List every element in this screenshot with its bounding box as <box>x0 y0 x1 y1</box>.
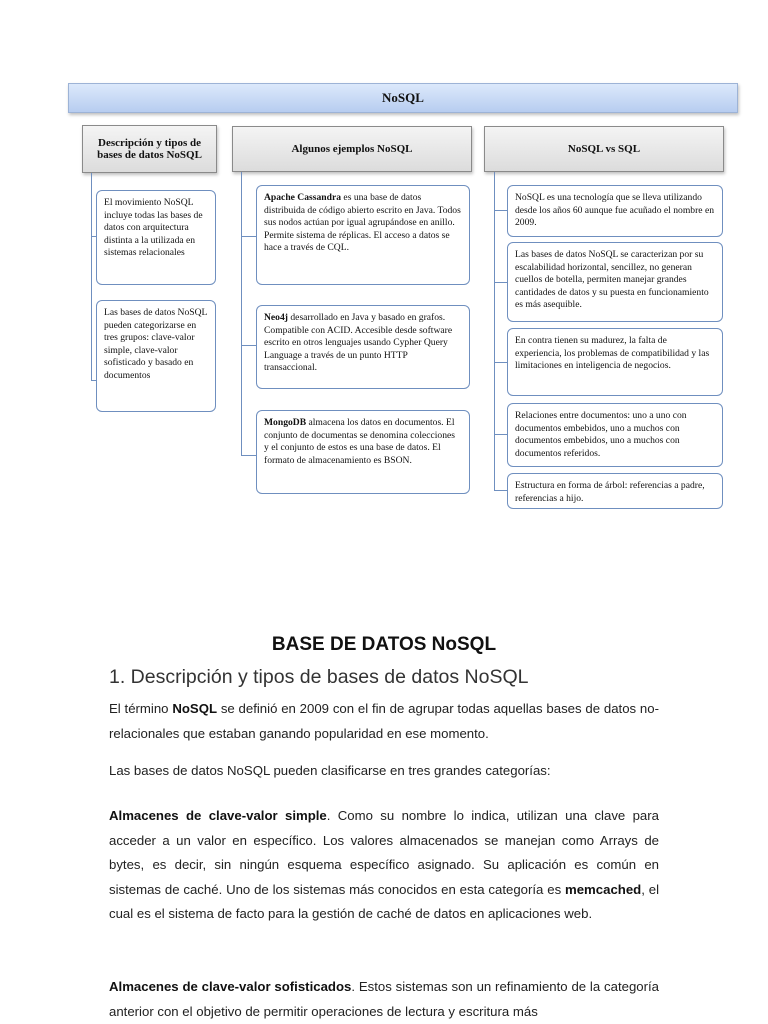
connector-line <box>494 490 508 491</box>
connector-line <box>494 434 508 435</box>
comparison-card <box>507 185 723 237</box>
column1-card <box>96 300 216 412</box>
card-text: es una base de datos distribuida de código abierto escrito en Java. Todos sus nodos actúan por igual agrupándose en anillo. Permite sistema de réplicas. El acceso a datos se hace a través de CQL. <box>264 192 461 254</box>
text-bold: memcached <box>565 881 642 897</box>
card-text: Estructura en forma de árbol: referencias a padre, referencias a hijo. <box>515 480 705 504</box>
column-header-ejemplos <box>232 126 472 172</box>
text: . Como su nombre lo indica, utilizan una clave para acceder a un valor en específico. Los valores almacenados se manejan como Arrays de bytes, es decir, sin ningún esquema específico asignado. Su aplicación es común en sistemas de caché. Uno de los sistemas más conocidos en esta categoría es <box>109 808 659 897</box>
diagram-title: NoSQL <box>382 90 424 105</box>
comparison-card <box>507 473 723 509</box>
connector-line <box>241 345 257 346</box>
text: El término <box>109 701 173 716</box>
text-bold: Almacenes de clave-valor sofisticados <box>109 979 352 994</box>
column-header-label: Algunos ejemplos NoSQL <box>291 143 413 155</box>
connector-line <box>494 282 508 283</box>
column-header-descripcion <box>82 125 217 173</box>
example-card-cassandra <box>256 185 470 285</box>
card-text: En contra tienen su madurez, la falta de experiencia, los problemas de compatibilidad y las limitaciones en inteligencia de negocios. <box>515 335 710 372</box>
paragraph-sophisticated-kv <box>109 975 659 1024</box>
connector-line <box>494 210 508 211</box>
card-text: desarrollado en Java y basado en grafos. Compatible con ACID. Accesible desde software escrito en otros lenguajes usando Cypher Query Language a través de un punto HTTP transaccional. <box>264 312 453 374</box>
comparison-card <box>507 328 723 396</box>
example-card-neo4j <box>256 305 470 389</box>
text: se definió en 2009 con el fin de agrupar todas aquellas bases de datos no-relacionales que estaban ganando popularidad en ese momento. <box>109 701 659 741</box>
card-bold: Neo4j <box>264 312 288 323</box>
column1-card <box>96 190 216 285</box>
example-card-mongodb <box>256 410 470 494</box>
text: . Estos sistemas son un refinamiento de la categoría anterior con el objetivo de permitir operaciones de lectura y escritura más <box>109 979 660 1019</box>
connector-line <box>241 236 257 237</box>
paragraph-intro <box>109 697 659 746</box>
text-bold: NoSQL <box>172 701 218 716</box>
column-header-label: NoSQL vs SQL <box>567 143 641 155</box>
card-text: Las bases de datos NoSQL pueden categorizarse en tres grupos: clave-valor simple, clave-valor sofisticado y basado en documentos <box>104 307 208 381</box>
card-text: Relaciones entre documentos: uno a uno con documentos embebidos, uno a muchos con documentos embebidos, uno a muchos con documentos referidos. <box>515 410 687 459</box>
column-header-label: Descripción y tipos de bases de datos NoSQL <box>97 137 202 161</box>
card-text: NoSQL es una tecnología que se lleva utilizando desde los años 60 aunque fue acuñado el nombre en 2009. <box>515 192 715 229</box>
card-bold: MongoDB <box>264 417 307 428</box>
text: , el cual es el sistema de facto para la gestión de caché de datos en aplicaciones web. <box>109 881 660 921</box>
connector-line <box>494 172 495 490</box>
column-header-vs <box>484 126 724 172</box>
card-text: Las bases de datos NoSQL se caracterizan por su escalabilidad horizontal, sencillez, no generan cuellos de botella, permiten manejar grandes cantidades de datos y su puesta en funcionamiento es más asequible. <box>515 249 709 311</box>
card-text: almacena los datos en documentos. El conjunto de documentas se denomina colecciones y el conjunto de estos es una base de datos. El formato de almacenamiento es BSON. <box>264 417 456 466</box>
card-text: El movimiento NoSQL incluye todas las bases de datos con arquitectura distinta a la utilizada en sistemas relacionales <box>104 197 203 259</box>
text-bold: Almacenes de clave-valor simple <box>109 808 327 823</box>
section-heading: 1. Descripción y tipos de bases de datos NoSQL <box>109 666 529 688</box>
comparison-card <box>507 242 723 322</box>
paragraph-categories: Las bases de datos NoSQL pueden clasificarse en tres grandes categorías: <box>109 763 551 778</box>
comparison-card <box>507 403 723 467</box>
connector-line <box>241 172 242 455</box>
card-bold: Apache Cassandra <box>264 192 342 203</box>
connector-line <box>494 362 508 363</box>
diagram-title-bar <box>68 83 738 113</box>
document-title: BASE DE DATOS NoSQL <box>271 634 497 655</box>
paragraph-simple-kv <box>109 804 659 927</box>
connector-line <box>241 455 257 456</box>
connector-line <box>91 173 92 380</box>
